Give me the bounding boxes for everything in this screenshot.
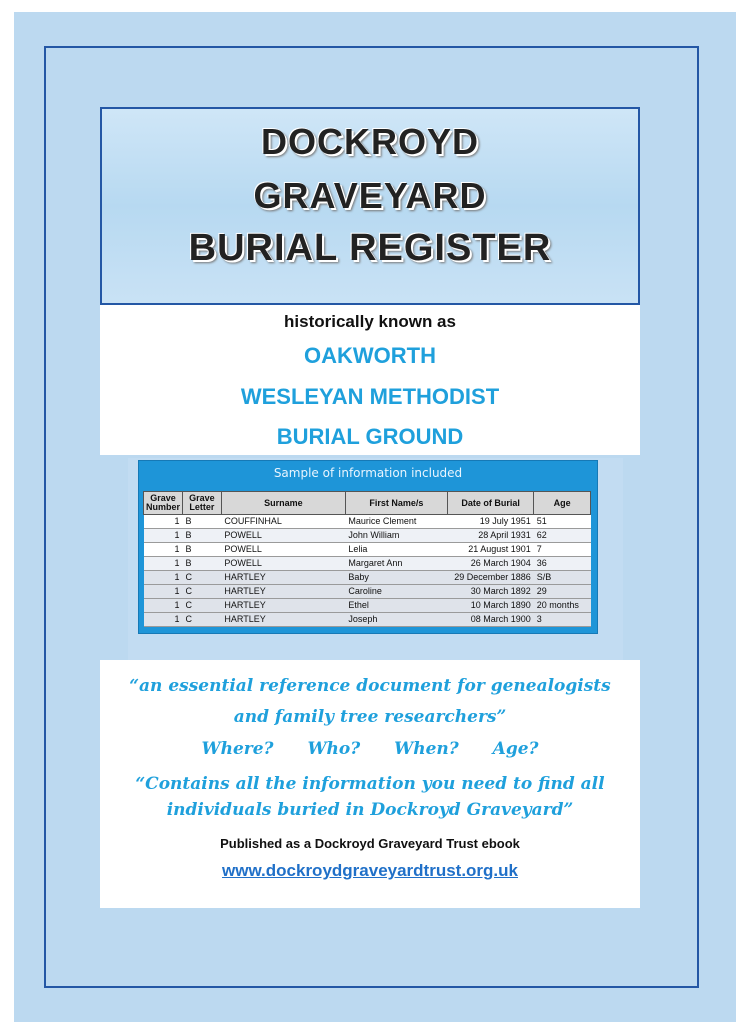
cell-first-names: Maurice Clement: [345, 515, 447, 529]
title-box: [100, 107, 640, 305]
website-link[interactable]: www.dockroydgraveyardtrust.org.uk: [222, 861, 518, 880]
cell-surname: HARTLEY: [221, 599, 345, 613]
cell-surname: POWELL: [221, 529, 345, 543]
table-row: [144, 599, 591, 613]
cell-age: 36: [534, 557, 591, 571]
cell-grave-number: 1: [144, 557, 183, 571]
cell-age: 29: [534, 585, 591, 599]
sample-panel: [138, 460, 598, 634]
cell-surname: HARTLEY: [221, 585, 345, 599]
cell-date: 26 March 1904: [447, 557, 533, 571]
header-date: Date of Burial: [447, 492, 533, 515]
quote-line-4: individuals buried in Dockroyd Graveyard”: [166, 800, 574, 820]
cell-date: 21 August 1901: [447, 543, 533, 557]
cell-grave-letter: C: [183, 585, 222, 599]
table-row: [144, 515, 591, 529]
cell-date: 10 March 1890: [447, 599, 533, 613]
cell-grave-letter: C: [183, 571, 222, 585]
table-row: [144, 529, 591, 543]
cell-age: 3: [534, 613, 591, 627]
cell-surname: POWELL: [221, 543, 345, 557]
cell-grave-letter: C: [183, 599, 222, 613]
alt-name-line-3: BURIAL GROUND: [276, 424, 464, 449]
cell-surname: HARTLEY: [221, 571, 345, 585]
cell-grave-letter: B: [183, 557, 222, 571]
table-row: [144, 585, 591, 599]
header-surname: Surname: [221, 492, 345, 515]
cell-age: 7: [534, 543, 591, 557]
cell-age: S/B: [534, 571, 591, 585]
header-grave-letter: Grave Letter: [183, 492, 222, 515]
cell-grave-number: 1: [144, 599, 183, 613]
subtitle: historically known as: [284, 312, 456, 331]
table-row: [144, 543, 591, 557]
quote-line-2: and family tree researchers”: [233, 707, 507, 727]
cell-grave-letter: B: [183, 543, 222, 557]
header-grave-number: Grave Number: [144, 492, 183, 515]
cell-first-names: Ethel: [345, 599, 447, 613]
published-note: Published as a Dockroyd Graveyard Trust ebook: [220, 836, 520, 851]
cell-grave-number: 1: [144, 613, 183, 627]
alt-name-line-1: OAKWORTH: [304, 343, 436, 368]
cell-grave-number: 1: [144, 571, 183, 585]
quote-line-3: “Contains all the information you need to find all: [135, 774, 605, 794]
cell-first-names: Baby: [345, 571, 447, 585]
title-line-3: BURIAL REGISTER: [188, 227, 552, 269]
cell-first-names: Margaret Ann: [345, 557, 447, 571]
table-row: [144, 557, 591, 571]
question-where: Where?: [201, 739, 274, 759]
sample-register-table: [143, 491, 591, 627]
cell-first-names: John William: [345, 529, 447, 543]
cell-first-names: Caroline: [345, 585, 447, 599]
header-age: Age: [534, 492, 591, 515]
table-header-row: [144, 492, 591, 515]
quote-line-1: “an essential reference document for genealogists: [129, 676, 611, 696]
cell-grave-letter: B: [183, 529, 222, 543]
title-line-2: GRAVEYARD: [253, 175, 487, 216]
cell-surname: POWELL: [221, 557, 345, 571]
alt-name-line-2: WESLEYAN METHODIST: [240, 384, 500, 409]
cell-date: 28 April 1931: [447, 529, 533, 543]
cell-date: 08 March 1900: [447, 613, 533, 627]
table-row: [144, 571, 591, 585]
cell-first-names: Lelia: [345, 543, 447, 557]
cell-grave-letter: B: [183, 515, 222, 529]
question-age: Age?: [492, 739, 539, 759]
question-when: When?: [394, 739, 459, 759]
cell-date: 30 March 1892: [447, 585, 533, 599]
cell-date: 29 December 1886: [447, 571, 533, 585]
table-row: [144, 613, 591, 627]
cell-first-names: Joseph: [345, 613, 447, 627]
table-body: [144, 515, 591, 627]
cell-grave-number: 1: [144, 515, 183, 529]
cell-surname: HARTLEY: [221, 613, 345, 627]
questions-line: [100, 739, 640, 759]
cell-grave-number: 1: [144, 585, 183, 599]
header-first-names: First Name/s: [345, 492, 447, 515]
cell-age: 62: [534, 529, 591, 543]
cell-age: 51: [534, 515, 591, 529]
cell-grave-number: 1: [144, 529, 183, 543]
cell-grave-letter: C: [183, 613, 222, 627]
cell-grave-number: 1: [144, 543, 183, 557]
cell-surname: COUFFINHAL: [221, 515, 345, 529]
cell-date: 19 July 1951: [447, 515, 533, 529]
cell-age: 20 months: [534, 599, 591, 613]
question-who: Who?: [307, 739, 361, 759]
sample-caption: Sample of information included: [273, 466, 463, 480]
title-line-1: DOCKROYD: [260, 121, 479, 162]
